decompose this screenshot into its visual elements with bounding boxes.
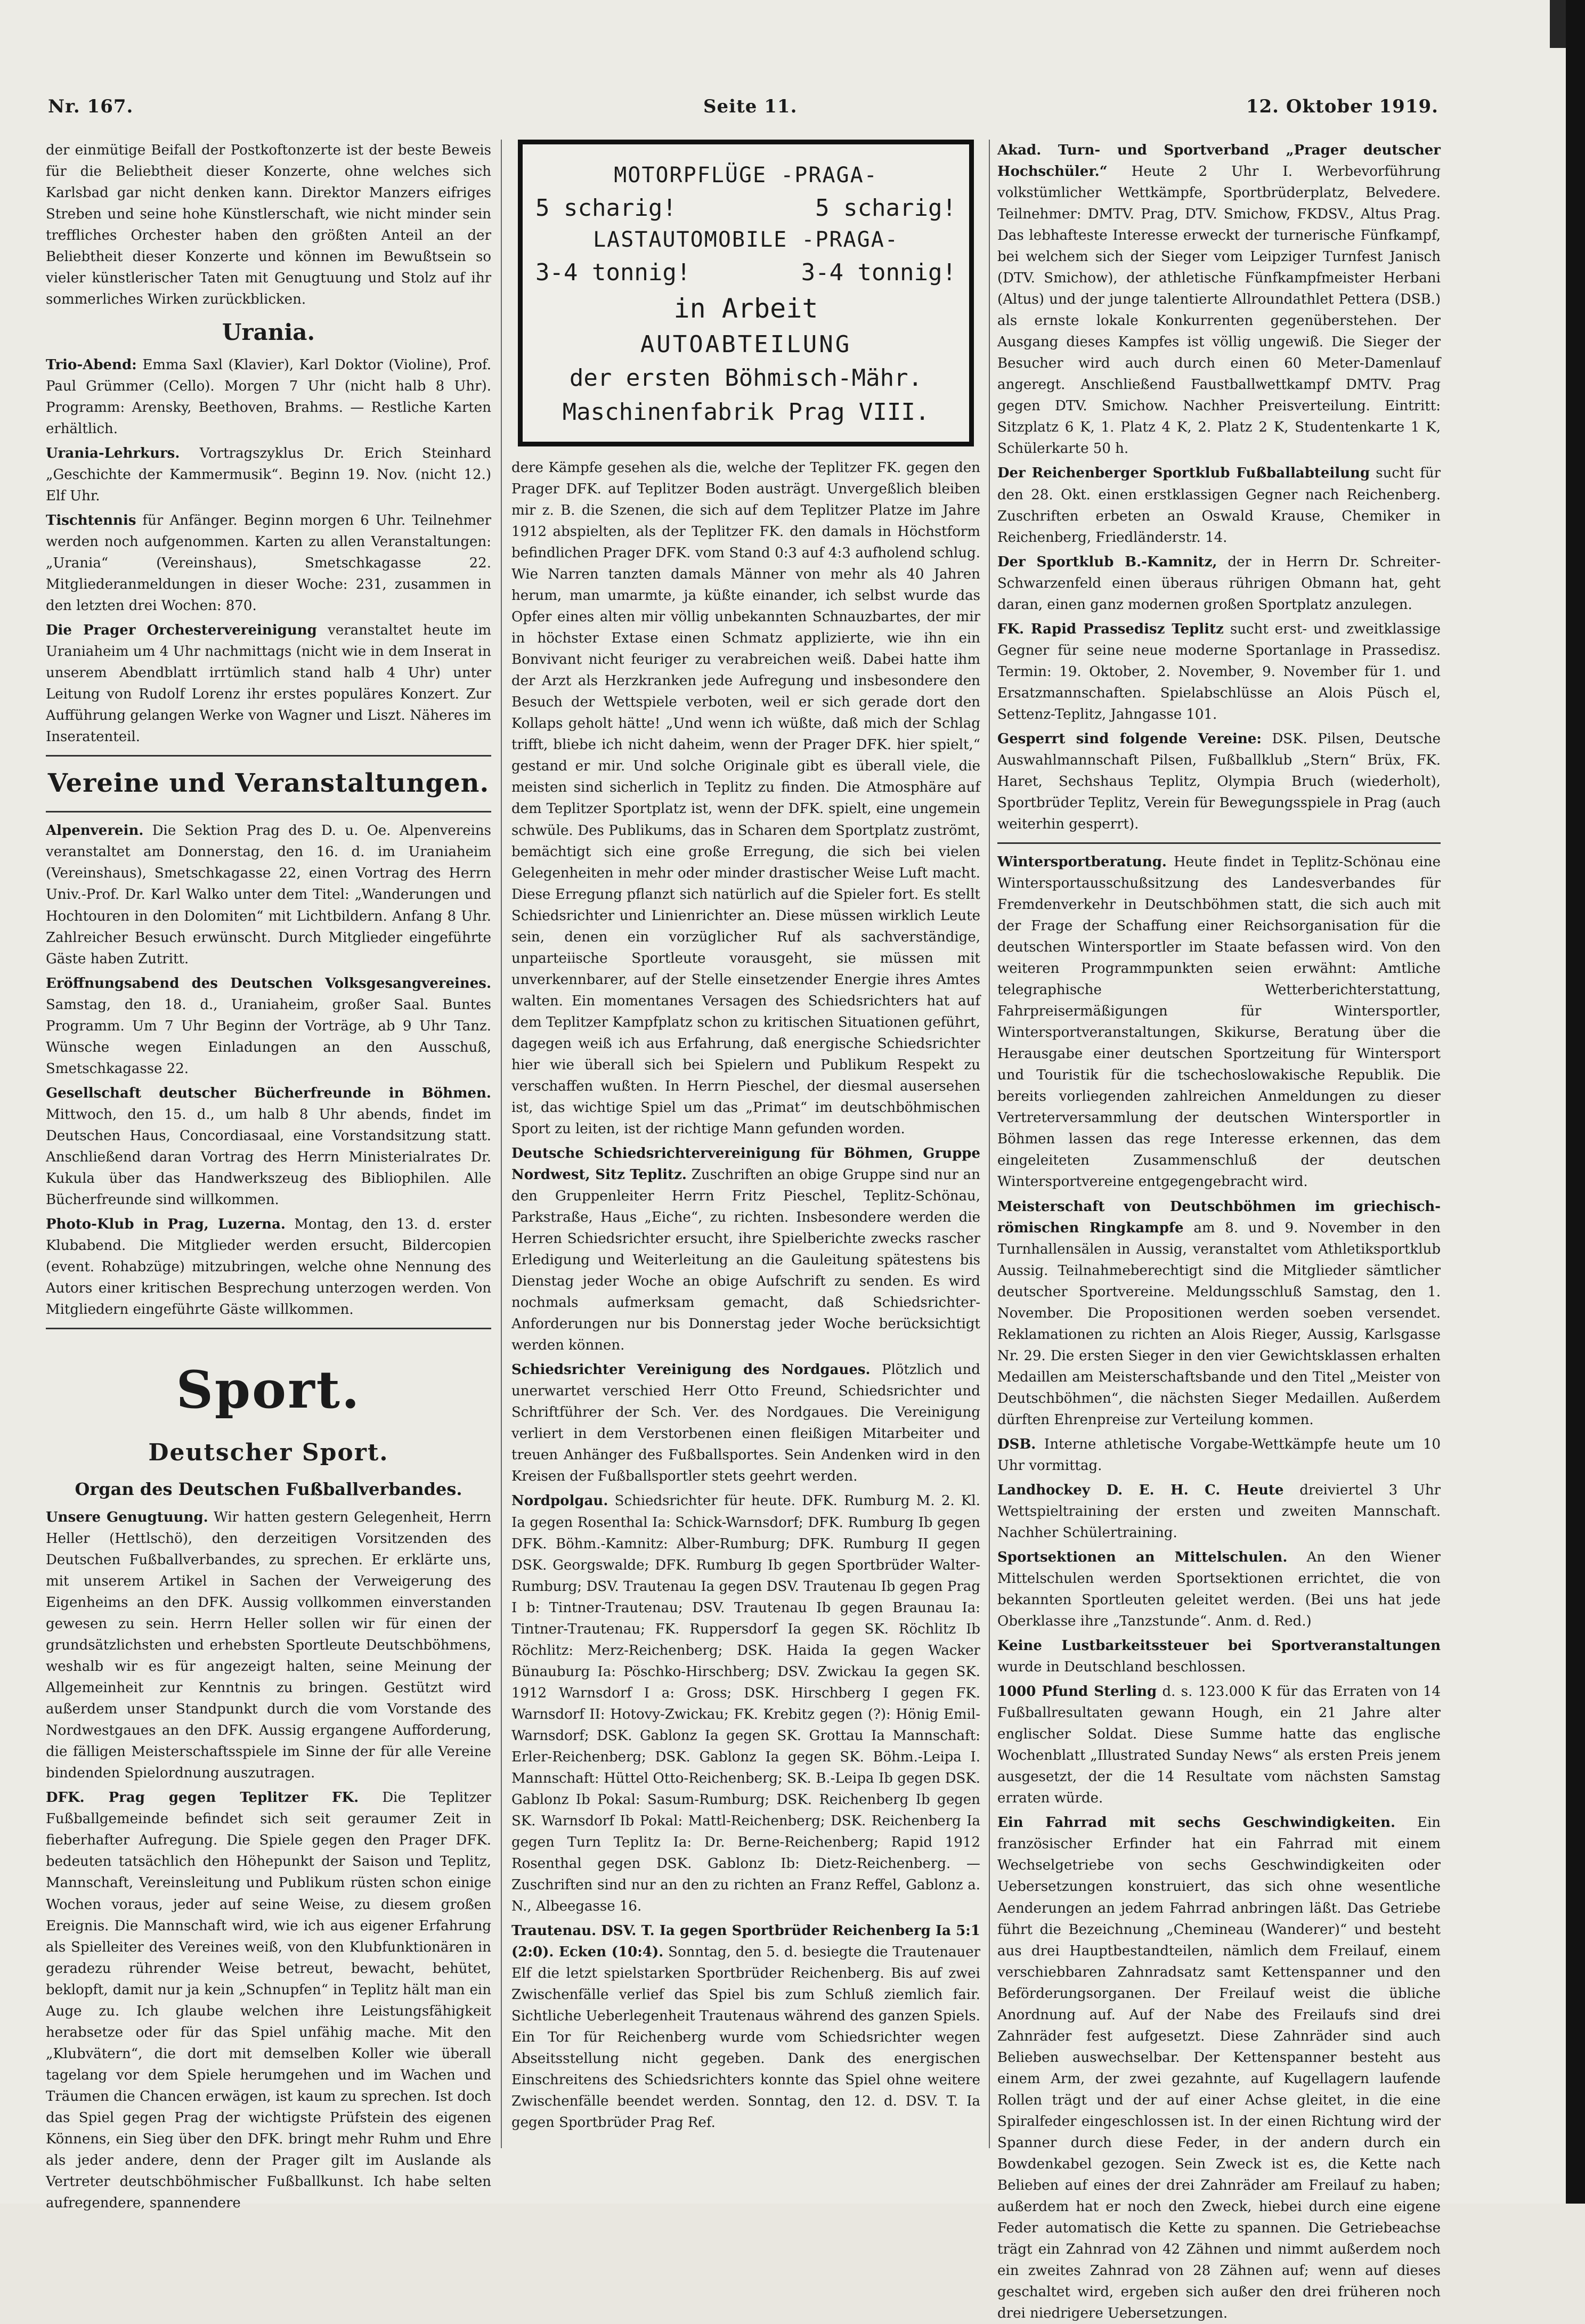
ad-line-pair <box>535 256 956 289</box>
article-text: DSK. Pilsen, Deutsche Auswahlmannschaft Pilsen, Fußballklub „Stern“ Brüx, FK. Haret, Sechshaus Teplitz, Olympia Bruch (wiederholt), Sportbrüder Teplitz, Verein für Bewegungsspiele in Prag (auch weiterhin gesperrt). <box>997 730 1441 832</box>
scan-corner <box>1550 0 1566 48</box>
article-text: Samstag, den 18. d., Uraniaheim, großer Saal. Buntes Programm. Um 7 Uhr Beginn der Vorträge, ab 9 Uhr Tanz. Wünsche wegen Einladungen an den Ausschuß, Smetschkagasse 22. <box>46 996 491 1077</box>
article <box>997 462 1441 548</box>
article <box>997 728 1441 835</box>
article-text: für Anfänger. Beginn morgen 6 Uhr. Teilnehmer werden noch aufgenommen. Karten zu allen Veranstaltungen: „Urania“ (Vereinshaus), Smetschkagasse 22. Mitgliederanmeldungen in dieser Woche: 231, zusammen in den letzten drei Wochen: 870. <box>46 513 491 614</box>
article <box>511 1490 980 1917</box>
article-text: Die Teplitzer Fußballgemeinde befindet sich seit geraumer Zeit in fieberhafter Aufregung. Die Spiele gegen den Prager DFK. bedeuten tatsächlich den Höhepunkt der Saison und Teplitz, Mannschaft, Vereinsleitung und Publikum rüsten schon einige Wochen voraus, jeder auf seine Weise, zu diesem großen Ereignis. Die Mannschaft wird, wie ich aus eigener Erfahrung als Spielleiter des Vereines weiß, von den Klubfunktionären in geradezu rührender Weise betreut, bewacht, behütet, beklopft, damit nur ja kein „Schnupfen“ in Teplitz hält man ein Auge zu. Ich glaube welchen ihre Leistungsfähigkeit herabsetze oder für das Spiel unfähig mache. Mit den „Klubvätern“, die dort mit demselben Koller wie überall tagelang vor dem Spiele herumgehen und im Wachen und Träumen die Chancen erwägen, ist kaum zu sprechen. Ist doch das Spiel gegen Prag der wichtigste Prüfstein des eigenen Könnens, ein Sieg über den DFK. bringt mehr Ruhm und Ehre als jeder andere, denn der Prager gilt im Auslande als Vertreter deutschböhmischer Fußballkunst. Ich habe selten aufregendere, spannendere <box>46 1790 491 2211</box>
section-rule <box>46 1328 491 1329</box>
article <box>46 973 491 1079</box>
article-text: Emma Saxl (Klavier), Karl Doktor (Violine), Prof. Paul Grümmer (Cello). Morgen 7 Uhr (nicht halb 8 Uhr). Programm: Arensky, Beethoven, Brahms. — Restliche Karten erhältlich. <box>46 356 492 437</box>
article-text: Interne athletische Vorgabe-Wettkämpfe heute um 10 Uhr vormittag. <box>997 1436 1441 1474</box>
article-text: Sonntag, den 5. d. besiegte die Trautenauer Elf die letzt spielstarken Sportbrüder Reichenberg. Bis auf zwei Zwischenfälle verlief das Spiel bis zum Schluß ziemlich fair. Sichtliche Ueberlegenheit Trautenaus während des ganzen Spiels. Ein Tor für Reichenberg wurde vom Schiedsrichter wegen Abseitsstellung nicht gegeben. Dank des energischen Einschreitens des Schiedsrichters konnte das Spiel ohne weitere Zwischenfälle beendet werden. Sonntag, den 12. d. DSV. T. Ia gegen Sportbrüder Prag Ref. <box>511 1944 981 2131</box>
section-subtitle: Deutscher Sport. <box>148 1439 389 1466</box>
section-rule <box>46 811 491 812</box>
section-title: Urania. <box>222 319 315 346</box>
article <box>46 1507 491 1784</box>
article-headline: 1000 Pfund Sterling <box>997 1684 1157 1700</box>
article-text: Montag, den 13. d. erster Klubabend. Die Mitglieder werden ersucht, Bildercopien (event. Rohabzüge) mitzubringen, welche ohne Nennung des Autors einer kritischen Besprechung unterzogen werden. Von Mitgliedern eingeführte Gäste willkommen. <box>46 1216 492 1318</box>
article <box>997 1635 1441 1678</box>
ad-line: 3-4 tonnig! <box>801 258 956 286</box>
article-headline: Akad. Turn- und Sportverband „Prager deutscher Hochschüler.“ <box>997 142 1441 180</box>
column-middle <box>511 140 980 2164</box>
article <box>46 1083 491 1210</box>
ad-line: AUTOABTEILUNG <box>640 330 852 358</box>
ad-line: Maschinenfabrik Prag VIII. <box>562 398 930 426</box>
article-text: Die Sektion Prag des D. u. Oe. Alpenvereins veranstaltet am Donnerstag, den 16. d. im Uraniaheim (Vereinshaus), Smetschkagasse 22, einen Vortrag des Herrn Univ.-Prof. Dr. Karl Walko unter dem Titel: „Wanderungen und Hochtouren in den Dolomiten“ mit Lichtbildern. Anfang 8 Uhr. Zahlreicher Besuch erwünscht. Durch Mitglieder eingeführte Gäste haben Zutritt. <box>46 823 492 967</box>
article-text: der in Herrn Dr. Schreiter-Schwarzenfeld einen überaus rührigen Obmann hat, geht daran, einen ganz modernen großen Sportplatz anzulegen. <box>997 554 1441 613</box>
article-headline: Sportsektionen an Mittelschulen. <box>997 1549 1288 1565</box>
article <box>46 820 491 969</box>
article-headline: Gesellschaft deutscher Bücherfreunde in Böhmen. <box>46 1085 491 1101</box>
column-left <box>46 140 492 2211</box>
article <box>997 1547 1441 1632</box>
article <box>46 1787 491 2214</box>
article-headline: Nordpolgau. <box>511 1493 608 1509</box>
ad-line: 3-4 tonnig! <box>535 258 691 286</box>
section-title: Vereine und Veranstaltungen. <box>47 768 490 799</box>
article <box>997 1434 1441 1476</box>
article-headline: Meisterschaft von Deutschböhmen im griechisch-römischen Ringkampfe <box>997 1198 1441 1236</box>
article-headline: Schiedsrichter Vereinigung des Nordgaues. <box>511 1362 871 1378</box>
section-rule <box>997 842 1441 844</box>
page-header <box>43 96 1438 133</box>
ad-line: 5 scharig! <box>535 194 677 222</box>
section-rule <box>46 755 491 757</box>
article-text: Schiedsrichter für heute. DFK. Rumburg M. 2. Kl. Ia gegen Rosenthal Ia: Schick-Warnsdorf; DFK. Rumburg Ib gegen DFK. Böhm.-Kamnitz: Alber-Rumburg; DFK. Rumburg II gegen DSK. Georgswalde; DFK. Rumburg Ib gegen Sportbrüder Walter-Rumburg; DSV. Trautenau Ia gegen DSV. Trautenau Ib gegen Prag I b: Tintner-Trautenau; DSV. Trautenau Ib gegen Braunau Ia: Tintner-Trautenau; FK. Ruppersdorf Ia gegen SK. Röchlitz Ib Röchlitz: Merz-Reichenberg; DSK. Haida Ia gegen Wacker Bünauburg Ia: Pöschko-Hirschberg; DSV. Zwickau Ia gegen SK. 1912 Warnsdorf I a: Gross; DSK. Hirschberg I gegen FK. Warnsdorf II: Hotovy-Zwickau; FK. Krebitz gegen (?): Hönig Emil-Warnsdorf; DSK. Gablonz Ia gegen SK. Grottau Ia Mannschaft: Erler-Reichenberg; DSK. Gablonz Ia gegen SK. Böhm.-Leipa I. Mannschaft: Hüttel Otto-Reichenberg; SK. B.-Leipa Ib gegen DSK. Gablonz Ib Pokal: Sasum-Rumburg; DSK. Reichenberg Ib gegen SK. Warnsdorf Ib Pokal: Mattl-Reichenberg; DSK. Reichenberg Ia gegen Turn Teplitz Ia: Dr. Berne-Reichenberg; Rapid 1912 Rosenthal gegen DSK. Gablonz Ib: Dietz-Reichenberg. — Zuschriften sind nur an den zu richten an Franz Reffel, Gablonz a. N., Albeegasse 16. <box>511 1493 980 1915</box>
article-text: d. s. 123.000 K für das Erraten von 14 Fußballresultaten gewann Hough, ein 21 Jahre alter englischer Soldat. Diese Summe hatte das englische Wochenblatt „Illustrated Sunday News“ als ersten Preis jenem ausgesetzt, der die 14 Resultate vom nächsten Samstag erraten würde. <box>997 1684 1441 1807</box>
article-headline: Eröffnungsabend des Deutschen Volksgesangvereines. <box>46 975 491 992</box>
article-headline: Urania-Lehrkurs. <box>46 445 180 462</box>
article <box>511 1359 980 1487</box>
article-headline: Trautenau. DSV. T. Ia gegen Sportbrüder Reichenberg Ia 5:1 (2:0). Ecken (10:4). <box>511 1923 980 1961</box>
article <box>511 1920 980 2133</box>
article-headline: FK. Rapid Prassedisz Teplitz <box>997 621 1224 637</box>
ad-line: LASTAUTOMOBILE -PRAGA- <box>593 227 899 252</box>
column-divider <box>501 140 502 2148</box>
article-text: wurde in Deutschland beschlossen. <box>997 1659 1246 1676</box>
scan-edge <box>1566 0 1585 2204</box>
article <box>46 620 491 747</box>
article-headline: Ein Fahrrad mit sechs Geschwindigkeiten. <box>997 1815 1396 1831</box>
article-text: Heute 2 Uhr I. Werbevorführung volkstümlicher Wettkämpfe, Sportbrüderplatz, Belvedere. Teilnehmer: DMTV. Prag, DTV. Smichow, FKDSV., Altus Prag. Das lebhafteste Interesse erweckt der turnerische Fünfkampf, bei welchem sich der Sieger vom Leipziger Turnfest Janisch (DTV. Smichow), der athletische Fünfkampfmeister Herbani (Altus) und der junge talentierte Allroundathlet Pettera (DSB.) als ernste lokale Konkurrenten gegenüberstehen. Der Ausgang dieses Kampfes ist völlig ungewiß. Die Sieger der Besucher wird auch durch einen 60 Meter-Damenlauf angeregt. Anschließend Faustballwettkampf DMTV. Prag gegen DTV. Smichow. Nachher Preisverteilung. Eintritt: Sitzplatz 6 K, 1. Platz 4 K, 2. Platz 2 K, Studentenkarte 1 K, Schülerkarte 50 h. <box>997 164 1441 457</box>
article-text: sucht für den 28. Okt. einen erstklassigen Gegner nach Reichenberg. Zuschriften erbeten an Oswald Krause, Chemiker in Reichenberg, Friedländerstr. 14. <box>997 465 1441 546</box>
article-text: Plötzlich und unerwartet verschied Herr Otto Freund, Schiedsrichter und Schriftführer der Sch. Ver. des Nordgaues. Die Vereinigung verliert in dem Verstorbenen einen fleißigen Mitarbeiter und treuen Anhänger des Fußballsportes. Sein Andenken wird in den Kreisen der Fußballsportler stets geehrt werden. <box>511 1362 981 1485</box>
issue-date: 12. Oktober 1919. <box>1246 96 1438 117</box>
section-title: Sport. <box>176 1360 361 1420</box>
article-text: An den Wiener Mittelschulen werden Sportsektionen errichtet, die von bekannten Sportleuten geleitet werden. (Bei uns hat jede Oberklasse ihre „Tanzstunde“. Anm. d. Red.) <box>997 1549 1441 1630</box>
article-text: veranstaltet heute im Uraniaheim um 4 Uhr nachmittags (nicht wie in dem Inserat in unserem Abendblatt irrtümlich stand halb 4 Uhr) unter Leitung von Rudolf Lorenz ihr erstes populäres Konzert. Zur Aufführung gelangen Werke von Wagner und Liszt. Näheres im Inseratenteil. <box>46 622 492 745</box>
article-text: Zuschriften an obige Gruppe sind nur an den Gruppenleiter Herrn Fritz Pieschel, Teplitz-Schönau, Parkstraße, Haus „Eiche“, zu richten. Insbesondere werden die Herren Schiedsrichter ersucht, ihre Spielberichte zwecks rascher Erledigung und Weiterleitung an die Gauleitung spätestens bis Dienstag jeder Woche an obige Aufschrift zu senden. Es wird nochmals aufmerksam gemacht, daß Schiedsrichter-Anforderungen nur bis Donnerstag jeder Woche berücksichtigt werden können. <box>511 1167 980 1354</box>
ad-line-pair <box>535 191 956 225</box>
article <box>997 551 1441 615</box>
article-headline: Keine Lustbarkeitssteuer bei Sportveranstaltungen <box>997 1638 1441 1654</box>
column-divider <box>989 140 990 2148</box>
article <box>997 851 1441 1193</box>
ad-line: in Arbeit <box>673 292 818 324</box>
article <box>46 443 491 507</box>
article-headline: Alpenverein. <box>46 823 144 839</box>
article-headline: Gesperrt sind folgende Vereine: <box>997 730 1262 747</box>
article <box>997 1480 1441 1543</box>
article <box>997 1812 1441 2324</box>
article-text: sucht erst- und zweitklassige Gegner für seine neue moderne Sportanlage in Prassedisz. Termin: 19. Oktober, 2. November, 9. November für 1. und Ersatzmannschaften. Spielabschlüsse an Alois Püsch el, Settenz-Teplitz, Jahngasse 101. <box>997 621 1441 722</box>
article-text: Heute findet in Teplitz-Schönau eine Wintersportausschußsitzung des Landesverbandes für Fremdenverkehr in Deutschböhmen statt, die sich auch mit der Frage der Schaffung einer Reichsorganisation für die deutschen Wintersportler im Staate befassen wird. Von den weiteren Programmpunkten seien erwähnt: Amtliche telegraphische Wetterberichterstattung, Fahrpreisermäßigungen für Wintersportler, Wintersportveranstaltungen, Skikurse, Beratung über die Herausgabe einer deutschen Sportzeitung für Wintersport und Touristik für die tschechoslowakische Republik. Die bereits vorliegenden zahlreichen Anmeldungen zu dieser Vertreterversammlung der deutschen Wintersportler in Böhmen lassen das rege Interesse erkennen, das dem eingeleiteten Zusammenschluß der deutschen Wintersportvereine entgegengebracht wird. <box>997 854 1441 1190</box>
section-caption: Organ des Deutschen Fußballverbandes. <box>75 1478 462 1499</box>
issue-number: Nr. 167. <box>48 96 134 117</box>
article-text: dere Kämpfe gesehen als die, welche der Teplitzer FK. gegen den Prager DFK. auf Teplitzer Boden austrägt. Unvergeßlich bleiben mir z. B. die Szenen, die sich auf dem Teplitzer Platze im Jahre 1912 abspielten, als der Teplitzer FK. den damals in Höchstform befindlichen Prager DFK. vom Stand 0:3 auf 4:3 aufholend schlug. Wie Narren tanzten damals Männer von mehr als 40 Jahren herum, man umarmte, ja küßte einander, ich selbst wurde das Opfer eines alten mir völlig unbekannten Schnauzbartes, der mir in höchster Extase einen Schmatz applizierte, wie ihn ein Bonvivant nicht feuriger zu verabreichen weiß. Dabei hatte ihm der Arzt als Herzkranken jede Aufregung und insbesondere den Besuch der Wettspiele verboten, weil er sich gerade dort den Kollaps geholt hätte! „Und wenn ich wüßte, daß mich der Schlag trifft, bliebe ich nicht daheim, wenn der Prager DFK. hier spielt,“ gestand er mir. Und solche Originale gibt es überall viele, die meisten sind sicherlich in Teplitz zu finden. Die Atmosphäre auf dem Teplitzer Sportplatz ist, wenn der DFK. spielt, eine ungemein schwüle. Des Publikums, das in Scharen dem Sportplatz zuströmt, bemächtigt sich eine große Erregung, die sich bei vielen Gelegenheiten in mehr oder minder drastischer Weise Luft macht. Diese Erregung pflanzt sich natürlich auf die Spieler fort. Es stellt Schiedsrichter und Linienrichter an. Diese müssen wirklich Leute sein, denen ein vorzüglicher Ruf als sachverständige, unparteiische Sportleute vorausgeht, sie müssen mit unverkennbarer, auf der Stelle einsetzender Energie ihres Amtes walten. Ein momentanes Versagen des Schiedsrichters hat auf dem Teplitzer Kampfplatz schon zu kritischen Situationen geführt, dagegen weiß ich aus Erfahrung, daß energische Schiedsrichter hier wie überall sich bei Spielern und Publikum Respekt zu verschaffen wußten. In Herrn Pieschel, der diesmal ausersehen ist, das wichtige Spiel um das „Primat“ im deutschböhmischen Sport zu leiten, ist der richtige Mann gefunden worden. <box>511 459 980 1137</box>
ad-line: 5 scharig! <box>815 194 956 222</box>
ad-line: der ersten Böhmisch-Mähr. <box>569 364 923 392</box>
article-headline: Photo-Klub in Prag, Luzerna. <box>46 1216 286 1232</box>
article <box>997 1681 1441 1809</box>
article-headline: Trio-Abend: <box>46 356 137 373</box>
article-headline: Tischtennis <box>46 513 136 529</box>
article-headline: Landhockey D. E. H. C. Heute <box>997 1482 1284 1498</box>
ad-line: MOTORPFLÜGE -PRAGA- <box>614 163 878 188</box>
article-headline: DFK. Prag gegen Teplitzer FK. <box>46 1790 359 1806</box>
article-headline: Die Prager Orchestervereinigung <box>46 622 317 639</box>
article-headline: DSB. <box>997 1436 1036 1452</box>
article-text: Mittwoch, den 15. d., um halb 8 Uhr abends, findet im Deutschen Haus, Concordiasaal, eine Vorstandsitzung statt. Anschließend daran Vortrag des Herrn Ministerialrates Dr. Kukula über das Handwerkszeug des Bibliophilen. Alle Bücherfreunde sind willkommen. <box>46 1106 491 1208</box>
article-headline: Der Reichenberger Sportklub Fußballabteilung <box>997 465 1370 482</box>
column-right <box>997 140 1441 2322</box>
article <box>997 1196 1441 1431</box>
article <box>46 354 491 440</box>
article <box>46 1214 491 1320</box>
article-text: Wir hatten gestern Gelegenheit, Herrn Heller (Hettlschö), den derzeitigen Vorsitzenden des Deutschen Fußballverbandes, zu sprechen. Er erklärte uns, mit unserem Artikel in Sachen der Verweigerung des Eigenheims an den DFK. Aussig vollkommen einverstanden gewesen zu sein. Herrn Heller sollen wir für einen der grundsätzlichsten und erhebsten Sportleute Deutschböhmens, weshalb wir es für angezeigt halten, seine Meinung der Allgemeinheit zur Kenntnis zu bringen. Gestützt wird außerdem unser Standpunkt durch die vom Vorstande des Nordwestgaues an den DFK. Aussig ergangene Aufforderung, die fälligen Meisterschaftsspiele im Sinne der für alle Vereine bindenden Spielordnung auszutragen. <box>46 1509 491 1782</box>
article-text: der einmütige Beifall der Postkoftonzerte ist der beste Beweis für die Beliebtheit dieser Konzerte, ohne welches sich Karlsbad gar nicht denken kann. Direktor Manzers eifriges Streben und seine hohe Künstlerschaft, wie nicht minder sein treffliches Orchester haben den größten Anteil an der Beliebtheit dieser Konzerte und können im Bewußtsein so vieler künstlerischer Taten mit Genugtuung und Stolz auf ihr sommerliches Wirken zurückblicken. <box>46 142 491 308</box>
article-text: Ein französischer Erfinder hat ein Fahrrad mit einem Wechselgetriebe von sechs Geschwindigkeiten oder Uebersetzungen konstruiert, das sich ohne wesentliche Aenderungen an jedem Fahrrad anbringen läßt. Das Getriebe führt die Bezeichnung „Chemineau (Wanderer)“ und besteht aus drei Hauptbestandteilen, nämlich dem Freilauf, einem verschiebbaren Zahnradsatz samt Kettenspanner und den Beförderungsorganen. Der Freilauf weist die übliche Anordnung auf. Auf der Nabe des Freilaufs sind drei Zahnräder fest aufgesetzt. Diese Zahnräder sind auch Belieben auswechselbar. Der Kettenspanner besteht aus einem Arm, der zwei gezahnte, auf Kugellagern laufende Rollen trägt und der auf einer Achse gleitet, in die eine Spiralfeder eingeschlossen ist. In der einen Richtung wird der Spanner durch diese Feder, in der andern durch ein Bowdenkabel gezogen. Sein Zweck ist es, die Kette nach Belieben auf eines der drei Zahnräder am Freilauf zu haben; außerdem hat er noch den Zweck, hiebei durch eine eigene Feder automatisch die Kette zu spannen. Die Getriebeachse trägt ein Zahnrad von 42 Zähnen und nimmt außerdem noch ein zweites Zahnrad von 28 Zähnen auf; wenn auf dieses geschaltet wird, ergeben sich außer den drei früheren noch drei niedrigere Uebersetzungen. <box>997 1815 1441 2322</box>
article-headline: Der Sportklub B.-Kamnitz, <box>997 554 1217 570</box>
article <box>511 1143 980 1356</box>
article-headline: Unsere Genugtuung. <box>46 1509 208 1525</box>
article <box>997 619 1441 725</box>
article-text: Vortragszyklus Dr. Erich Steinhard „Geschichte der Kammermusik“. Beginn 19. Nov. (nicht 12.) Elf Uhr. <box>46 445 491 505</box>
article-text: dreiviertel 3 Uhr Wettspieltraining der ersten und zweiten Mannschaft. Nachher Schülertraining. <box>997 1482 1441 1541</box>
article-text: am 8. und 9. November in den Turnhallensälen in Aussig, veranstaltet vom Athletiksportklub Aussig. Teilnahmeberechtigt sind die Mitglieder sämtlicher deutscher Sportvereine. Meldungsschluß Samstag, den 1. November. Die Propositionen werden soeben versendet. Reklamationen zu richten an Alois Rieger, Aussig, Karlsgasse Nr. 29. Die ersten Sieger in den vier Gewichtsklassen erhalten Medaillen am Meisterschaftsbande und den Titel „Meister von Deutschböhmen“, die nächsten Sieger Medaillen. Außerdem dürften Ehrenpreise zur Verteilung kommen. <box>997 1220 1441 1428</box>
article-headline: Deutsche Schiedsrichtervereinigung für Böhmen, Gruppe Nordwest, Sitz Teplitz. <box>511 1145 980 1183</box>
advertisement-praga <box>518 140 974 446</box>
article <box>46 510 491 616</box>
page-number: Seite 11. <box>703 96 798 117</box>
article <box>997 140 1441 459</box>
article-headline: Wintersportberatung. <box>997 854 1167 870</box>
